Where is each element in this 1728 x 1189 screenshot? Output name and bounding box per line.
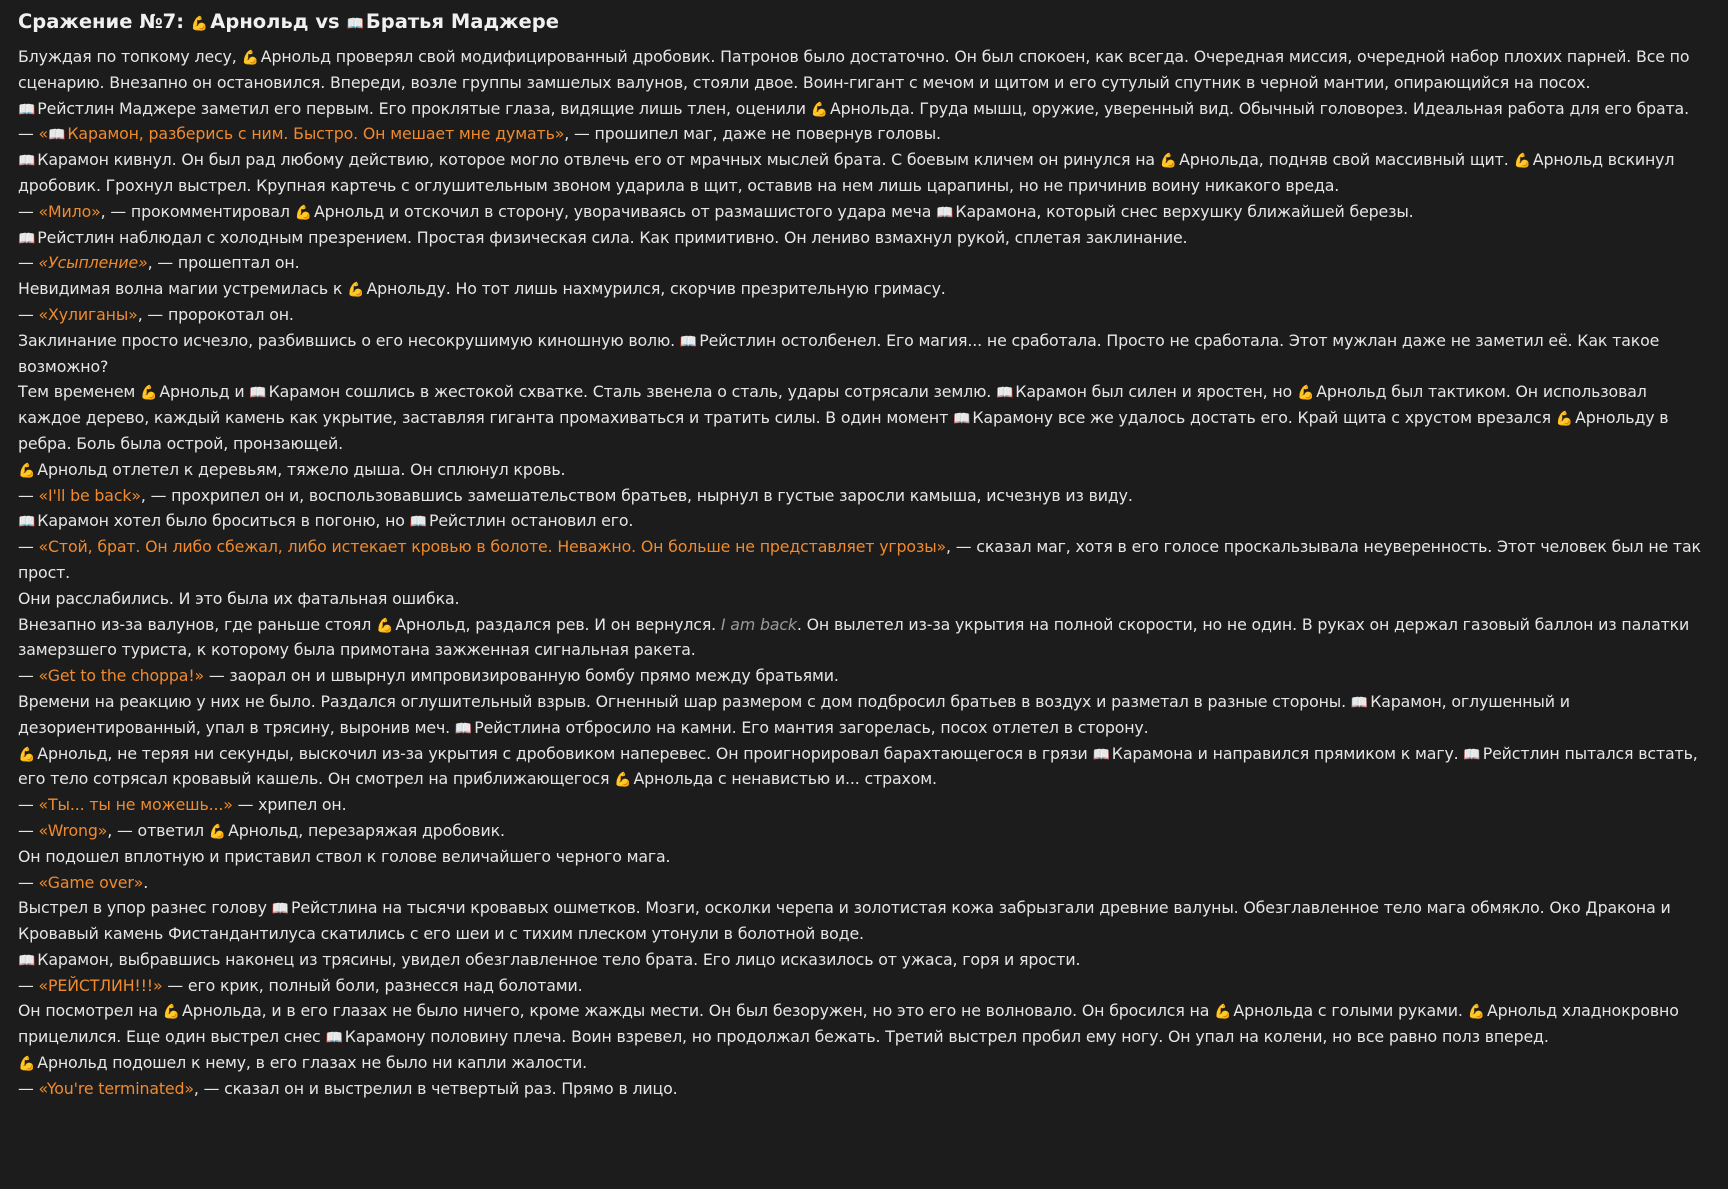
narration-text: Он посмотрел на xyxy=(18,1001,163,1021)
narration-text: Арнольд вскинул дробовик. Грохнул выстрел. Крупная картечь с оглушительным звоном ударила в щит, оставив на нем лишь царапины, но не причинив воину никакого вреда. xyxy=(18,150,1675,195)
muscle-icon: 💪 xyxy=(162,1004,181,1021)
narration-text: Арнольда, подняв свой массивный щит. xyxy=(1179,150,1514,170)
narration-text: — заорал он и швырнул импровизированную бомбу прямо между братьями. xyxy=(204,666,839,686)
narration-text: Карамона, который снес верхушку ближайшей березы. xyxy=(955,201,1414,221)
narration-text: Тем временем xyxy=(18,382,141,402)
story-paragraph xyxy=(18,147,1702,199)
hero-name: Арнольд xyxy=(210,10,309,33)
story-paragraph xyxy=(18,457,1702,483)
book-icon: 📖 xyxy=(454,720,473,737)
story-paragraph xyxy=(18,96,1702,122)
muscle-icon: 💪 xyxy=(208,823,227,840)
book-icon: 📖 xyxy=(18,101,36,118)
book-icon: 📖 xyxy=(325,1030,343,1047)
narration-text: Времени на реакцию у них не было. Раздался оглушительный взрыв. Огненный шар размером с дом подбросил братьев в воздух и разметал в разные стороны. xyxy=(18,691,1351,711)
narration-text: Карамон, оглушенный и дезориентированный, упал в трясину, выронив меч. xyxy=(18,691,1570,737)
muscle-icon: 💪 xyxy=(1467,1004,1485,1021)
narration-text: Карамон хотел было броситься в погоню, но xyxy=(37,511,410,531)
story-paragraph xyxy=(18,250,1702,276)
muscle-icon: 💪 xyxy=(294,204,313,221)
narration-text: Арнольда с ненавистью и... страхом. xyxy=(633,769,937,789)
narration-text: Карамон сошлись в жестокой схватке. Сталь звенела о сталь, удары сотрясали землю. xyxy=(268,382,996,402)
narration-text: Арнольда с голыми руками. xyxy=(1233,1001,1468,1021)
book-icon: 📖 xyxy=(936,204,954,221)
narration-text: — xyxy=(18,124,39,144)
narration-text: — xyxy=(18,304,39,324)
narration-text: , — ответил xyxy=(107,820,209,840)
narration-text: Он подошел вплотную и приставил ствол к голове величайшего черного мага. xyxy=(18,846,671,866)
muscle-icon: 💪 xyxy=(241,50,259,66)
narration-text: , — прохрипел он и, воспользовавшись замешательством братьев, нырнул в густые заросли камыша, исчезнув из виду. xyxy=(140,485,1133,505)
dialogue-quote: «Game over» xyxy=(38,872,144,892)
story-paragraph xyxy=(18,895,1702,947)
muscle-icon: 💪 xyxy=(1513,153,1531,170)
story-paragraph xyxy=(18,818,1702,844)
story-paragraph xyxy=(18,998,1702,1050)
narration-text: Арнольд проверял свой модифицированный дробовик. Патронов было достаточно. Он был спокоен, как всегда. Очередная миссия, очередной набор плохих парней. Все по сценарию. Внезапно он остановился. Впереди, возле группы замшелых валунов, стояли двое. Воин-гигант с мечом и щитом и его сутулый спутник в черной мантии, опирающийся на посох. xyxy=(18,47,1690,92)
book-icon: 📖 xyxy=(18,952,36,969)
story-paragraph xyxy=(18,534,1702,586)
narration-text: Невидимая волна магии устремилась к xyxy=(18,279,348,299)
story-paragraph xyxy=(18,973,1702,999)
narration-text: Арнольд, раздался рев. И он вернулся. xyxy=(395,614,721,634)
narration-text: Рейстлина на тысячи кровавых ошметков. Мозги, осколки черепа и золотистая кожа забрызгали древние валуны. Обезглавленное тело мага обмякло. Око Дракона и Кровавый камень Фистандантилуса скатились с его шеи и с тихим плеском утонули в болотной воде. xyxy=(18,898,1671,944)
story-paragraph xyxy=(18,1050,1702,1076)
narration-text: — хрипел он. xyxy=(232,795,347,815)
story-paragraph xyxy=(18,870,1702,896)
story-paragraph xyxy=(18,483,1702,509)
narration-text: Арнольда. Груда мышц, оружие, уверенный вид. Обычный головорез. Идеальная работа для его брата. xyxy=(830,98,1689,118)
narration-text: Арнольд и xyxy=(159,382,250,402)
book-icon: 📖 xyxy=(48,127,66,144)
muscle-icon: 💪 xyxy=(18,462,36,479)
title-prefix: Сражение №7: xyxy=(18,10,191,33)
narration-text: Рейстлин пытался встать, его тело сотрясал кровавый кашель. Он смотрел на приближающегося xyxy=(18,743,1698,789)
narration-text: — xyxy=(18,975,39,995)
narration-text: — xyxy=(18,537,39,557)
narration-text: Арнольду в ребра. Боль была острой, пронзающей. xyxy=(18,408,1669,453)
story-paragraph xyxy=(18,792,1702,818)
story-paragraph xyxy=(18,1076,1702,1102)
foe-name: Братья Маджере xyxy=(365,10,559,33)
story-paragraph xyxy=(18,328,1702,380)
narration-text: Арнольд отлетел к деревьям, тяжело дыша. Он сплюнул кровь. xyxy=(37,459,566,479)
dialogue-quote: «РЕЙСТЛИН!!!» xyxy=(38,975,163,995)
muscle-icon: 💪 xyxy=(1214,1004,1232,1021)
italic-text: I am back xyxy=(720,614,797,634)
story-paragraph xyxy=(18,225,1702,251)
dialogue-quote: «Get to the choppa!» xyxy=(38,666,205,686)
narration-text: Арнольд подошел к нему, в его глазах не было ни капли жалости. xyxy=(37,1053,587,1073)
narration-text: Блуждая по топкому лесу, xyxy=(18,47,242,66)
dialogue-quote: «Ты... ты не можешь...» xyxy=(38,795,233,815)
narration-text: Карамону половину плеча. Воин взревел, но продолжал бежать. Третий выстрел пробил ему ногу. Он упал на колени, но все равно полз вперед. xyxy=(344,1027,1549,1047)
story-paragraph xyxy=(18,586,1702,612)
dialogue-quote: Карамон, разберись с ним. Быстро. Он мешает мне думать» xyxy=(67,124,565,144)
narration-text: — xyxy=(18,795,39,815)
muscle-icon: 💪 xyxy=(1555,411,1574,428)
narration-text: , — сказал он и выстрелил в четвертый раз. Прямо в лицо. xyxy=(193,1078,678,1098)
narration-text: Арнольду. Но тот лишь нахмурился, скорчив презрительную гримасу. xyxy=(366,279,946,299)
story-paragraph xyxy=(18,276,1702,302)
narration-text: Арнольд был тактиком. Он использовал каждое дерево, каждый камень как укрытие, заставляя гиганта промахиваться и тратить силы. В один момент xyxy=(18,382,1647,428)
book-icon: 📖 xyxy=(1350,694,1369,711)
narration-text: Арнольд, перезаряжая дробовик. xyxy=(228,820,505,840)
dialogue-quote: «I'll be back» xyxy=(38,485,141,505)
narration-text: — xyxy=(18,1078,39,1098)
muscle-icon: 💪 xyxy=(18,1056,36,1073)
dialogue-quote: «Wrong» xyxy=(38,820,108,840)
narration-text: — xyxy=(18,666,39,686)
dialogue-quote: «Хулиганы» xyxy=(38,304,138,324)
narration-text: Рейстлин Маджере заметил его первым. Его проклятые глаза, видящие лишь тлен, оценили xyxy=(37,98,811,118)
narration-text: , — пророкотал он. xyxy=(137,304,294,324)
narration-text: Карамону все же удалось достать его. Край щита с хрустом врезался xyxy=(972,408,1556,428)
narration-text: Рейстлин остановил его. xyxy=(428,511,634,531)
dialogue-quote: «Усыпление» xyxy=(38,253,148,273)
muscle-icon: 💪 xyxy=(347,282,365,299)
narration-text: , — прошипел маг, даже не повернув головы. xyxy=(564,124,941,144)
narration-text: Арнольд, не теряя ни секунды, выскочил из-за укрытия с дробовиком наперевес. Он проигнорировал барахтающегося в грязи xyxy=(37,743,1093,763)
dialogue-quote: « xyxy=(38,124,49,144)
muscle-icon: 💪 xyxy=(614,772,632,789)
narration-text: , — сказал маг, хотя в его голосе проскальзывала неуверенность. Этот человек был не так прост. xyxy=(18,537,1701,582)
book-icon: 📖 xyxy=(409,514,427,531)
narration-text: Арнольда, и в его глазах не было ничего, кроме жажды мести. Он был безоружен, но это его не волновало. Он бросился на xyxy=(182,1001,1215,1021)
dialogue-quote: «You're terminated» xyxy=(38,1078,194,1098)
narration-text: , — прокомментировал xyxy=(100,201,295,221)
story-paragraph xyxy=(18,121,1702,147)
story-paragraph xyxy=(18,844,1702,870)
story-text xyxy=(18,44,1702,1102)
story-paragraph xyxy=(18,741,1702,793)
dialogue-quote: «Мило» xyxy=(38,201,101,221)
narration-text: — xyxy=(18,253,39,273)
narration-text: — xyxy=(18,872,39,892)
narration-text: Рейстлина отбросило на камни. Его мантия загорелась, посох отлетел в сторону. xyxy=(474,717,1149,737)
page-title xyxy=(18,6,1702,38)
book-icon: 📖 xyxy=(679,333,698,350)
book-icon: 📖 xyxy=(346,16,364,32)
story-paragraph xyxy=(18,612,1702,664)
vs-label: vs xyxy=(308,10,347,33)
narration-text: . xyxy=(143,872,149,892)
dialogue-quote: «Стой, брат. Он либо сбежал, либо истекает кровью в болоте. Неважно. Он больше не представляет угрозы» xyxy=(38,537,947,557)
story-paragraph xyxy=(18,199,1702,225)
book-icon: 📖 xyxy=(18,153,36,170)
book-icon: 📖 xyxy=(1092,746,1110,763)
narration-text: Карамон был силен и яростен, но xyxy=(1015,382,1297,402)
narration-text: — xyxy=(18,820,39,840)
narration-text: , — прошептал он. xyxy=(147,253,300,273)
story-paragraph xyxy=(18,663,1702,689)
narration-text: — xyxy=(18,201,39,221)
narration-text: Рейстлин остолбенел. Его магия... не сработала. Просто не сработала. Этот мужлан даже не заметил её. Как такое возможно? xyxy=(18,330,1660,376)
narration-text: Карамон кивнул. Он был рад любому действию, которое могло отвлечь его от мрачных мыслей брата. С боевым кличем он ринулся на xyxy=(37,150,1160,170)
book-icon: 📖 xyxy=(18,514,36,531)
muscle-icon: 💪 xyxy=(1159,153,1178,170)
narration-text: Арнольд и отскочил в сторону, уворачиваясь от размашистого удара меча xyxy=(314,201,937,221)
muscle-icon: 💪 xyxy=(140,385,158,402)
story-paragraph xyxy=(18,947,1702,973)
story-paragraph xyxy=(18,689,1702,741)
narration-text: Они расслабились. И это была их фатальная ошибка. xyxy=(18,588,460,608)
book-icon: 📖 xyxy=(995,385,1014,402)
narration-text: Карамон, выбравшись наконец из трясины, увидел обезглавленное тело брата. Его лицо исказилось от ужаса, горя и ярости. xyxy=(37,949,1081,969)
muscle-icon: 💪 xyxy=(376,617,394,634)
narration-text: Карамона и направился прямиком к магу. xyxy=(1111,743,1464,763)
book-icon: 📖 xyxy=(249,385,267,402)
narration-text: — его крик, полный боли, разнесся над болотами. xyxy=(162,975,583,995)
narration-text: Рейстлин наблюдал с холодным презрением. Простая физическая сила. Как примитивно. Он лениво взмахнул рукой, сплетая заклинание. xyxy=(37,227,1188,247)
muscle-icon: 💪 xyxy=(810,101,829,118)
muscle-icon: 💪 xyxy=(1296,385,1315,402)
story-paragraph xyxy=(18,44,1702,96)
book-icon: 📖 xyxy=(1463,746,1481,763)
book-icon: 📖 xyxy=(18,230,36,247)
book-icon: 📖 xyxy=(271,901,289,918)
story-paragraph xyxy=(18,508,1702,534)
story-paragraph xyxy=(18,379,1702,456)
story-paragraph xyxy=(18,302,1702,328)
muscle-icon: 💪 xyxy=(190,16,209,32)
narration-text: . Он вылетел из-за укрытия на полной скорости, но не один. В руках он держал газовый баллон из палатки замерзшего туриста, к которому была примотана зажженная сигнальная ракета. xyxy=(18,614,1690,660)
muscle-icon: 💪 xyxy=(18,746,36,763)
book-icon: 📖 xyxy=(953,411,971,428)
narration-text: Заклинание просто исчезло, разбившись о его несокрушимую киношную волю. xyxy=(18,330,680,350)
narration-text: Внезапно из-за валунов, где раньше стоял xyxy=(18,614,377,634)
narration-text: Арнольд хладнокровно прицелился. Еще один выстрел снес xyxy=(18,1001,1679,1047)
narration-text: Выстрел в упор разнес голову xyxy=(18,898,272,918)
narration-text: — xyxy=(18,485,39,505)
